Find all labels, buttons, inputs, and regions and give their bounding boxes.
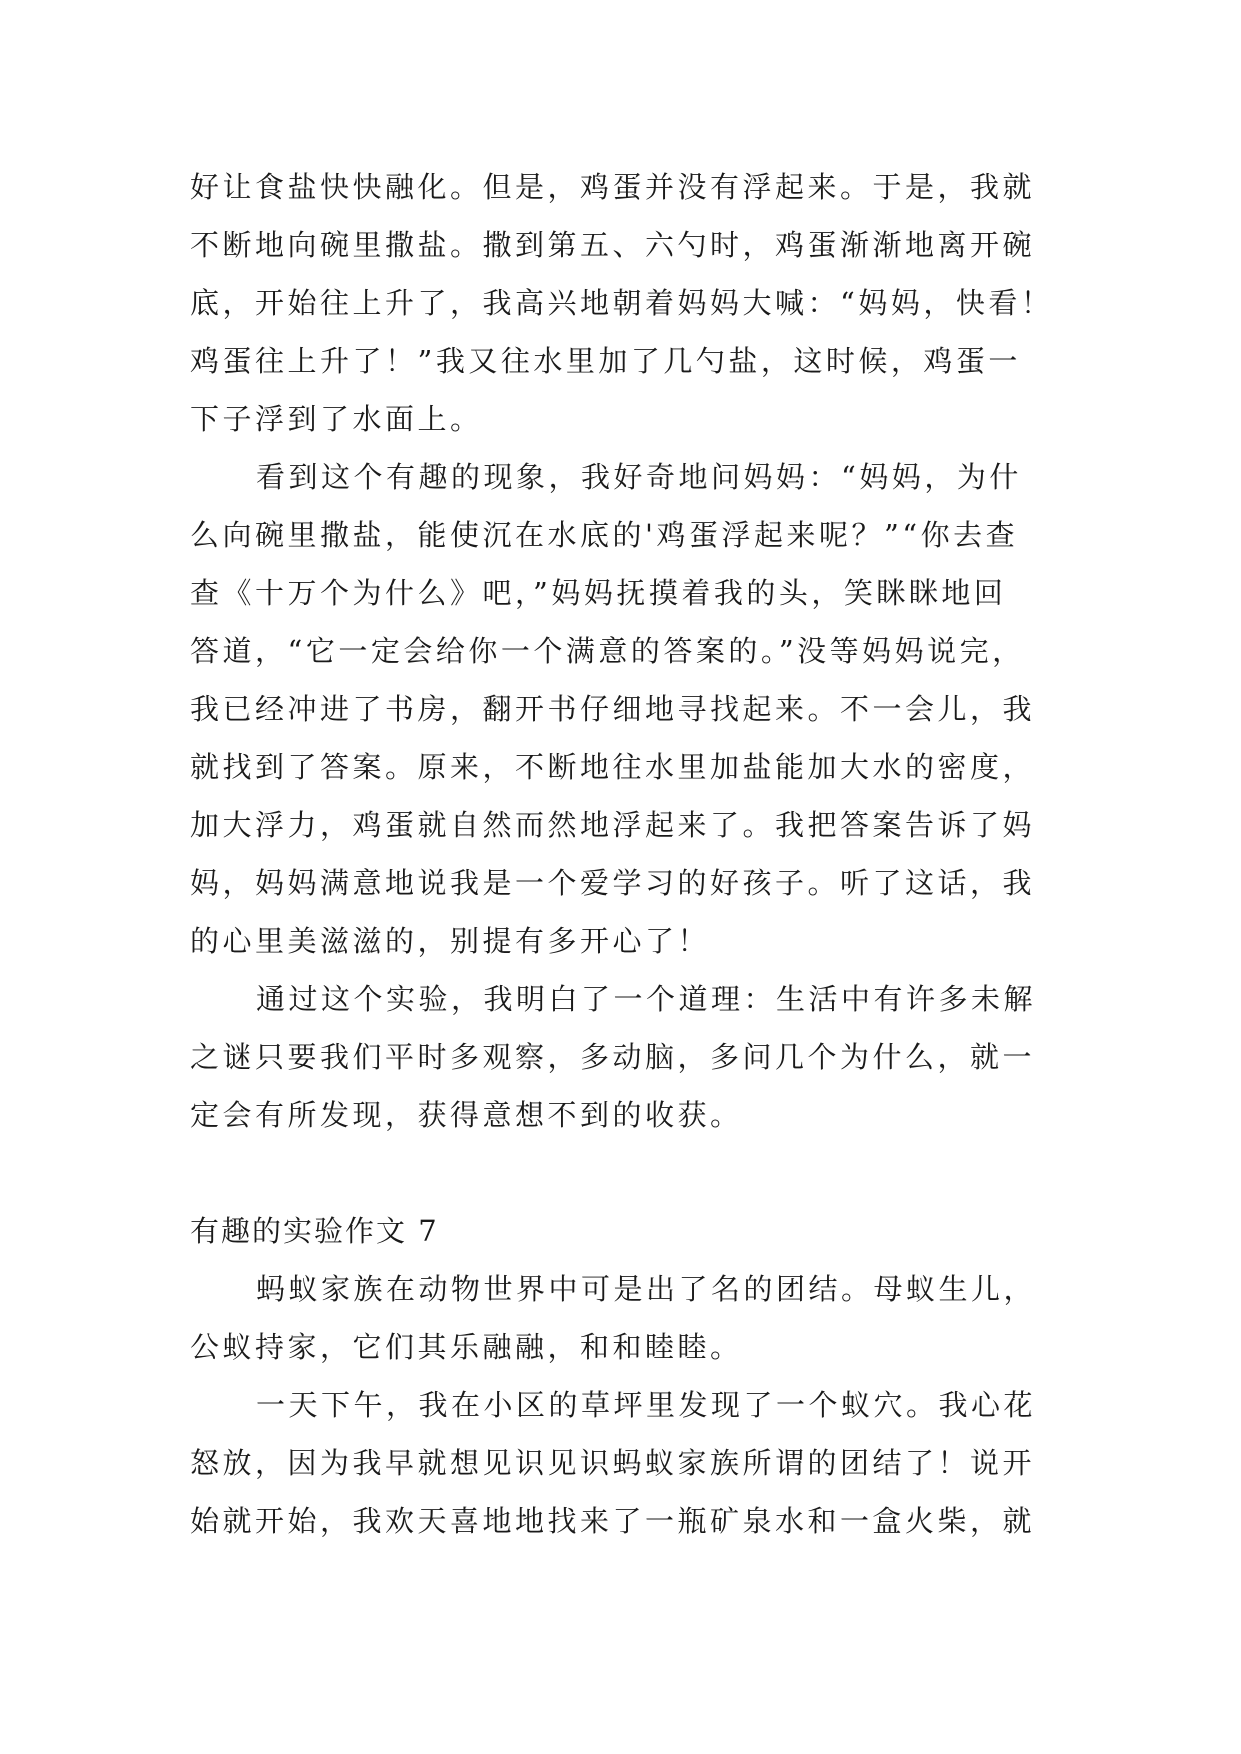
text-line: 一天下午，我在小区的草坪里发现了一个蚁穴。我心花 — [256, 1388, 1037, 1422]
text-line: 定会有所发现，获得意想不到的收获。 — [190, 1098, 743, 1132]
paragraph-4 — [190, 1260, 1050, 1376]
text-line: 之谜只要我们平时多观察，多动脑，多问几个为什么，就一 — [190, 1040, 1036, 1074]
text-line: 下子浮到了水面上。 — [190, 402, 483, 436]
text-line: 公蚁持家，它们其乐融融，和和睦睦。 — [190, 1330, 743, 1364]
text-line: 底，开始往上升了，我高兴地朝着妈妈大喊：“妈妈，快看！ — [190, 286, 1054, 320]
paragraph-1 — [190, 158, 1054, 448]
text-line: 始就开始，我欢天喜地地找来了一瓶矿泉水和一盒火柴，就 — [190, 1504, 1036, 1538]
text-line: 就找到了答案。原来，不断地往水里加盐能加大水的密度， — [190, 750, 1036, 784]
text-line: 答道，“它一定会给你一个满意的答案的。”没等妈妈说完， — [190, 634, 1025, 668]
section-spacer — [190, 1144, 1050, 1202]
text-line: 么向碗里撒盐，能使沉在水底的'鸡蛋浮起来呢？”“你去查 — [190, 518, 1019, 552]
text-line: 看到这个有趣的现象，我好奇地问妈妈：“妈妈，为什 — [256, 460, 1022, 494]
paragraph-2 — [190, 448, 1050, 970]
text-line: 查《十万个为什么》吧，”妈妈抚摸着我的头，笑眯眯地回 — [190, 576, 1007, 610]
paragraph-5 — [190, 1376, 1050, 1550]
text-line: 鸡蛋往上升了！”我又往水里加了几勺盐，这时候，鸡蛋一 — [190, 344, 1021, 378]
document-body — [190, 158, 1054, 1550]
text-line: 妈，妈妈满意地说我是一个爱学习的好孩子。听了这话，我 — [190, 866, 1036, 900]
text-line: 蚂蚁家族在动物世界中可是出了名的团结。母蚁生儿， — [256, 1272, 1037, 1306]
text-line: 的心里美滋滋的，别提有多开心了！ — [190, 924, 711, 958]
text-line: 不断地向碗里撒盐。撒到第五、六勺时，鸡蛋渐渐地离开碗 — [190, 228, 1036, 262]
text-line: 怒放，因为我早就想见识见识蚂蚁家族所谓的团结了！说开 — [190, 1446, 1036, 1480]
text-line: 好让食盐快快融化。但是，鸡蛋并没有浮起来。于是，我就 — [190, 170, 1036, 204]
text-line: 通过这个实验，我明白了一个道理：生活中有许多未解 — [256, 982, 1037, 1016]
text-line: 我已经冲进了书房，翻开书仔细地寻找起来。不一会儿，我 — [190, 692, 1036, 726]
paragraph-3 — [190, 970, 1050, 1144]
section-title: 有趣的实验作文 7 — [190, 1214, 439, 1248]
text-line: 加大浮力，鸡蛋就自然而然地浮起来了。我把答案告诉了妈 — [190, 808, 1036, 842]
